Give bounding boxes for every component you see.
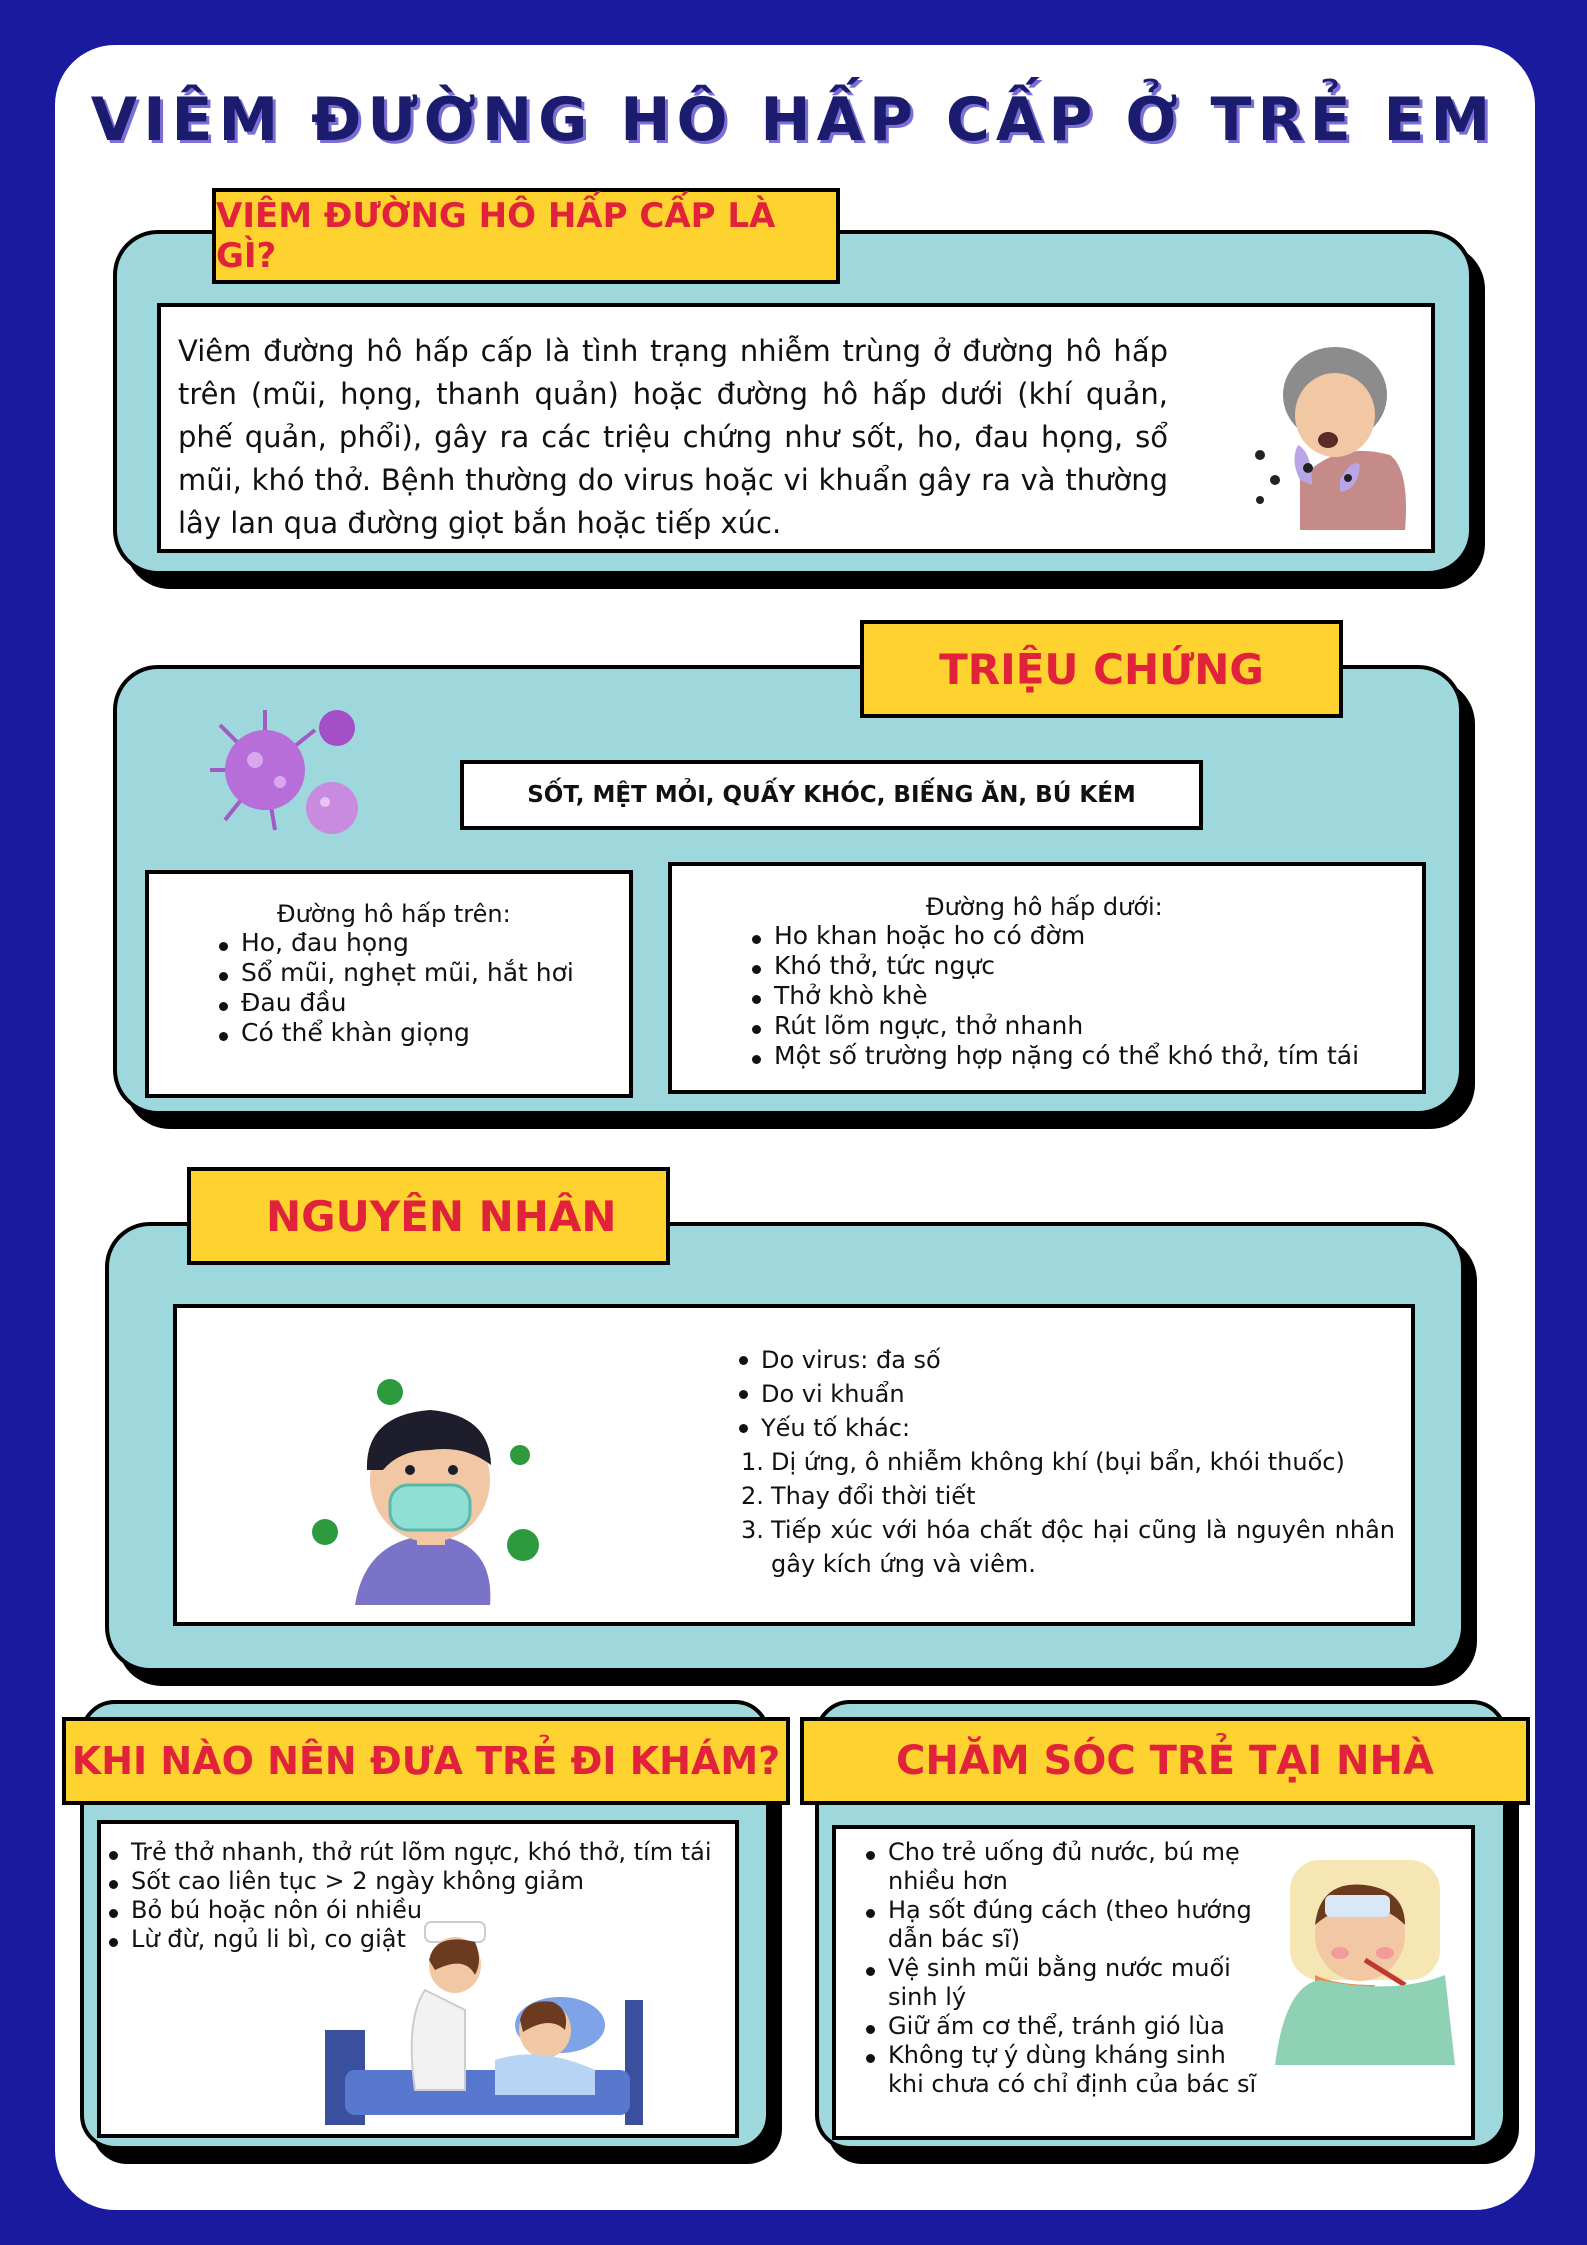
lower-airway-content bbox=[748, 893, 1418, 1071]
list-item: Do vi khuẩn bbox=[735, 1377, 1395, 1411]
general-symptoms: SỐT, MỆT MỎI, QUẤY KHÓC, BIẾNG ĂN, BÚ KÉM bbox=[527, 782, 1136, 808]
virus-icon bbox=[200, 700, 380, 845]
page-title: VIÊM ĐƯỜNG HÔ HẤP CẤP Ở TRẺ EM bbox=[90, 85, 1497, 155]
symptoms-heading: TRIỆU CHỨNG bbox=[860, 620, 1343, 718]
sick-child-thermometer-icon bbox=[1275, 1855, 1455, 2065]
list-item: Vệ sinh mũi bằng nước muối sinh lý bbox=[862, 1954, 1262, 2012]
coughing-person-lungs-icon bbox=[1240, 330, 1410, 530]
list-item: Không tự ý dùng kháng sinh khi chưa có chỉ định của bác sĩ bbox=[862, 2041, 1262, 2099]
definition-heading: VIÊM ĐƯỜNG HÔ HẤP CẤP LÀ GÌ? bbox=[212, 188, 840, 284]
doctor-heading: KHI NÀO NÊN ĐƯA TRẺ ĐI KHÁM? bbox=[62, 1717, 790, 1805]
list-item: Có thể khàn giọng bbox=[215, 1018, 625, 1048]
list-item: Rút lõm ngực, thở nhanh bbox=[748, 1011, 1418, 1041]
nurse-child-bed-icon bbox=[325, 1920, 645, 2130]
list-item: Lừ đừ, ngủ li bì, co giật bbox=[105, 1925, 735, 1954]
list-item: Sốt cao liên tục > 2 ngày không giảm bbox=[105, 1867, 735, 1896]
definition-text: Viêm đường hô hấp cấp là tình trạng nhiễm trùng ở đường hô hấp trên (mũi, họng, thanh quản) hoặc đường hô hấp dưới (khí quản, phế quản, phổi), gây ra các triệu chứng như sốt, ho, đau họng, sổ mũi, khó thở. Bệnh thường do virus hoặc vi khuẩn gây ra và thường lây lan qua đường giọt bắn hoặc tiếp xúc. bbox=[178, 334, 1168, 540]
list-item: Một số trường hợp nặng có thể khó thở, tím tái bbox=[748, 1041, 1418, 1071]
item-number: 2. bbox=[741, 1482, 764, 1510]
list-item: Đau đầu bbox=[215, 988, 625, 1018]
list-item bbox=[741, 1445, 1395, 1479]
list-item: Bỏ bú hoặc nôn ói nhiều bbox=[105, 1896, 735, 1925]
list-item: Hạ sốt đúng cách (theo hướng dẫn bác sĩ) bbox=[862, 1896, 1262, 1954]
list-item: Khó thở, tức ngực bbox=[748, 951, 1418, 981]
causes-content bbox=[735, 1343, 1395, 1581]
list-item bbox=[741, 1513, 1395, 1581]
list-item: Trẻ thở nhanh, thở rút lõm ngực, khó thở, tím tái bbox=[105, 1838, 735, 1867]
list-item: Sổ mũi, nghẹt mũi, hắt hơi bbox=[215, 958, 625, 988]
list-item: Yếu tố khác: bbox=[735, 1411, 1395, 1445]
item-text: Thay đổi thời tiết bbox=[771, 1482, 976, 1510]
home-care-list bbox=[862, 1838, 1262, 2099]
upper-airway-title: Đường hô hấp trên: bbox=[277, 900, 511, 928]
lower-airway-title: Đường hô hấp dưới: bbox=[926, 893, 1163, 921]
item-number: 1. bbox=[741, 1448, 764, 1476]
list-item: Ho khan hoặc ho có đờm bbox=[748, 921, 1418, 951]
item-number: 3. bbox=[741, 1516, 764, 1544]
home-care-heading: CHĂM SÓC TRẺ TẠI NHÀ bbox=[800, 1717, 1530, 1805]
item-text: Dị ứng, ô nhiễm không khí (bụi bẩn, khói thuốc) bbox=[771, 1448, 1345, 1476]
general-symptoms-box bbox=[460, 760, 1203, 830]
list-item: Do virus: đa số bbox=[735, 1343, 1395, 1377]
list-item bbox=[741, 1479, 1395, 1513]
list-item: Ho, đau họng bbox=[215, 928, 625, 958]
upper-airway-content bbox=[215, 900, 625, 1048]
list-item: Giữ ấm cơ thể, tránh gió lùa bbox=[862, 2012, 1262, 2041]
list-item: Thở khò khè bbox=[748, 981, 1418, 1011]
item-text: Tiếp xúc với hóa chất độc hại cũng là nguyên nhân gây kích ứng và viêm. bbox=[771, 1516, 1395, 1578]
list-item: Cho trẻ uống đủ nước, bú mẹ nhiều hơn bbox=[862, 1838, 1262, 1896]
masked-child-icon bbox=[305, 1370, 545, 1605]
causes-heading: NGUYÊN NHÂN bbox=[187, 1167, 670, 1265]
